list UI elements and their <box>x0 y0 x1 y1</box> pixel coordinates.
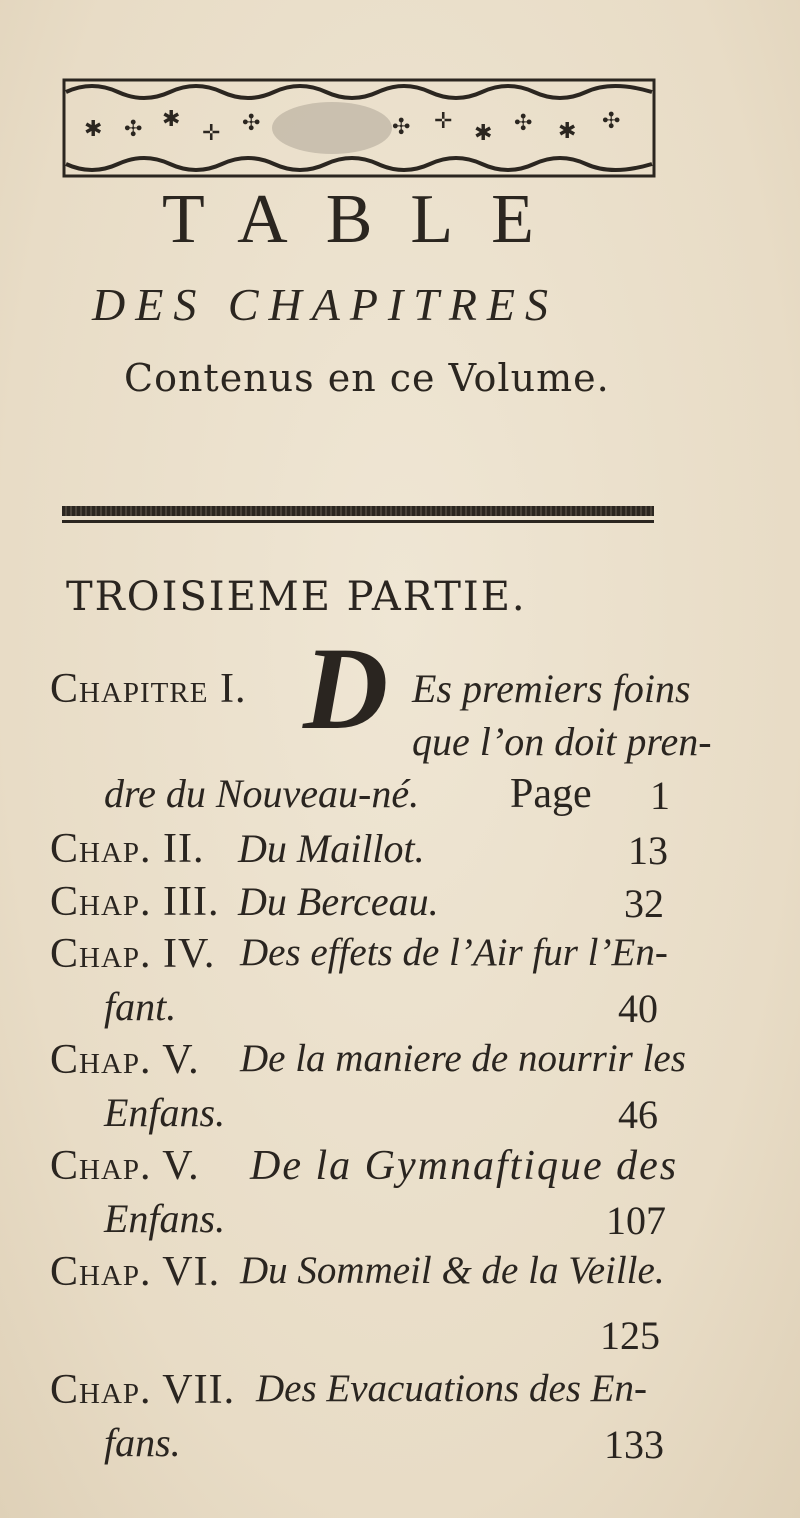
chapter-title-line: Des Evacuations des En- <box>256 1367 647 1410</box>
svg-text:✱: ✱ <box>84 117 103 142</box>
chapter-title-line: Du Berceau. <box>238 879 439 924</box>
part-heading: TROISIEME PARTIE. <box>66 574 527 620</box>
svg-text:✱: ✱ <box>162 107 181 132</box>
chapter-label: Chap. V. <box>50 1143 200 1189</box>
chapter-title-line: Du Maillot. <box>238 826 425 871</box>
chapter-title-line: De la maniere de nourrir les <box>240 1037 686 1080</box>
page-label: Page <box>510 771 592 817</box>
chapter-title-line: Des effets de l’Air fur l’En- <box>240 931 668 974</box>
chapter-title-line: fant. <box>104 984 177 1029</box>
page-number: 107 <box>606 1198 666 1243</box>
svg-text:✣: ✣ <box>602 109 621 134</box>
drop-capital: D <box>303 623 389 754</box>
svg-text:✛: ✛ <box>202 121 221 146</box>
chapter-title-line: fans. <box>104 1420 181 1465</box>
page-number: 1 <box>650 773 670 818</box>
chapter-label: Chap. III. <box>50 879 220 925</box>
svg-text:✣: ✣ <box>392 115 411 140</box>
page-number: 46 <box>618 1092 658 1137</box>
svg-text:✣: ✣ <box>124 117 143 142</box>
page-number: 125 <box>600 1313 660 1358</box>
chapter-label: Chap. VI. <box>50 1249 221 1295</box>
chapter-title-line: Du Sommeil & de la Veille. <box>240 1249 665 1292</box>
page-number: 40 <box>618 986 658 1031</box>
page-title: TABLE <box>162 181 572 258</box>
page-subtitle: DES CHAPITRES <box>92 279 559 330</box>
svg-text:✣: ✣ <box>514 111 533 136</box>
chapter-title-line: De la Gymnaftique des <box>250 1143 679 1189</box>
page-number: 13 <box>628 828 668 873</box>
chapter-label: Chap. VII. <box>50 1367 236 1413</box>
chapter-label: Chap. IV. <box>50 931 216 977</box>
chapter-title-line: dre du Nouveau-né. <box>104 771 420 816</box>
svg-text:✣: ✣ <box>242 111 261 136</box>
page-number: 32 <box>624 881 664 926</box>
chapter-title-line: que l’on doit pren- <box>412 719 712 764</box>
chapter-label: Chap. II. <box>50 826 205 872</box>
chapter-title-line: Es premiers foins <box>412 666 691 711</box>
svg-text:✱: ✱ <box>558 119 577 144</box>
chapter-title-line: Enfans. <box>104 1196 226 1241</box>
page-number: 133 <box>604 1422 664 1467</box>
chapter-label: Chap. V. <box>50 1037 200 1083</box>
svg-text:✛: ✛ <box>434 109 453 134</box>
page-subtitle-2: Contenus en ce Volume. <box>124 356 610 400</box>
chapter-title-line: Enfans. <box>104 1090 226 1135</box>
chapter-label: Chapitre I. <box>50 666 247 712</box>
svg-text:✱: ✱ <box>474 121 493 146</box>
